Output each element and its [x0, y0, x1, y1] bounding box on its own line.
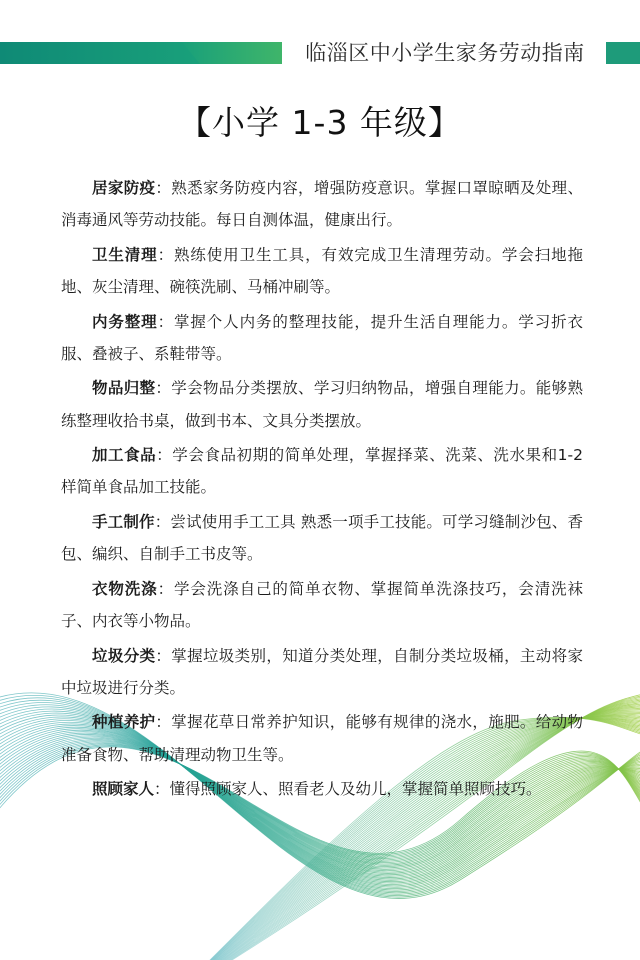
chore-description: ：熟练使用卫生工具，有效完成卫生清理劳动。学会扫地拖地、灰尘清理、碗筷洗刷、马桶冲刷等。	[61, 245, 583, 296]
chore-item	[61, 306, 583, 370]
chore-label: 垃圾分类	[92, 646, 156, 665]
chore-description: ：掌握垃圾类别，知道分类处理，自制分类垃圾桶，主动将家中垃圾进行分类。	[61, 646, 583, 697]
chore-description: ：掌握花草日常养护知识，能够有规律的浇水，施肥。给动物准备食物、帮助清理动物卫生等。	[61, 713, 583, 764]
chore-description: ：掌握个人内务的整理技能，提升生活自理能力。学习折衣服、叠被子、系鞋带等。	[61, 312, 583, 363]
chore-list	[61, 172, 583, 808]
chore-item	[61, 172, 583, 236]
chore-description: ：熟悉家务防疫内容，增强防疫意识。掌握口罩晾晒及处理、消毒通风等劳动技能。每日自测体温，健康出行。	[61, 179, 583, 230]
chore-item	[61, 706, 583, 770]
chore-item	[61, 573, 583, 637]
chore-label: 加工食品	[92, 446, 157, 465]
chore-label: 种植养护	[92, 713, 156, 732]
chore-item	[61, 773, 583, 805]
chore-label: 卫生清理	[92, 245, 158, 264]
chore-description: ：懂得照顾家人、照看老人及幼儿，掌握简单照顾技巧。	[154, 780, 542, 799]
chore-description: ：学会洗涤自己的简单衣物、掌握简单洗涤技巧，会清洗袜子、内衣等小物品。	[61, 579, 583, 630]
chore-description: ：尝试使用手工工具 熟悉一项手工技能。可学习缝制沙包、香包、编织、自制手工书皮等。	[61, 512, 583, 564]
chore-label: 衣物洗涤	[92, 579, 158, 598]
chore-description: ：学会食品初期的简单处理，掌握择菜、洗菜、洗水果和1-2 样简单食品加工技能。	[61, 446, 583, 497]
grade-heading: 【小学 1-3 年级】	[178, 103, 462, 142]
chore-description: ：学会物品分类摆放、学习归纳物品，增强自理能力。能够熟练整理收拾书桌，做到书本、文具分类摆放。	[61, 379, 583, 430]
chore-item	[61, 640, 583, 704]
guide-title: 临淄区中小学生家务劳动指南	[305, 41, 585, 65]
chore-label: 手工制作	[92, 512, 155, 531]
chore-item	[61, 506, 583, 570]
chore-label: 照顾家人	[92, 780, 155, 799]
chore-item	[61, 239, 583, 303]
chore-item	[61, 439, 583, 503]
chore-label: 内务整理	[92, 312, 158, 331]
chore-label: 居家防疫	[92, 179, 156, 197]
header-accent-bar-right	[606, 42, 640, 64]
chore-label: 物品归整	[92, 379, 156, 398]
chore-item	[61, 372, 583, 436]
